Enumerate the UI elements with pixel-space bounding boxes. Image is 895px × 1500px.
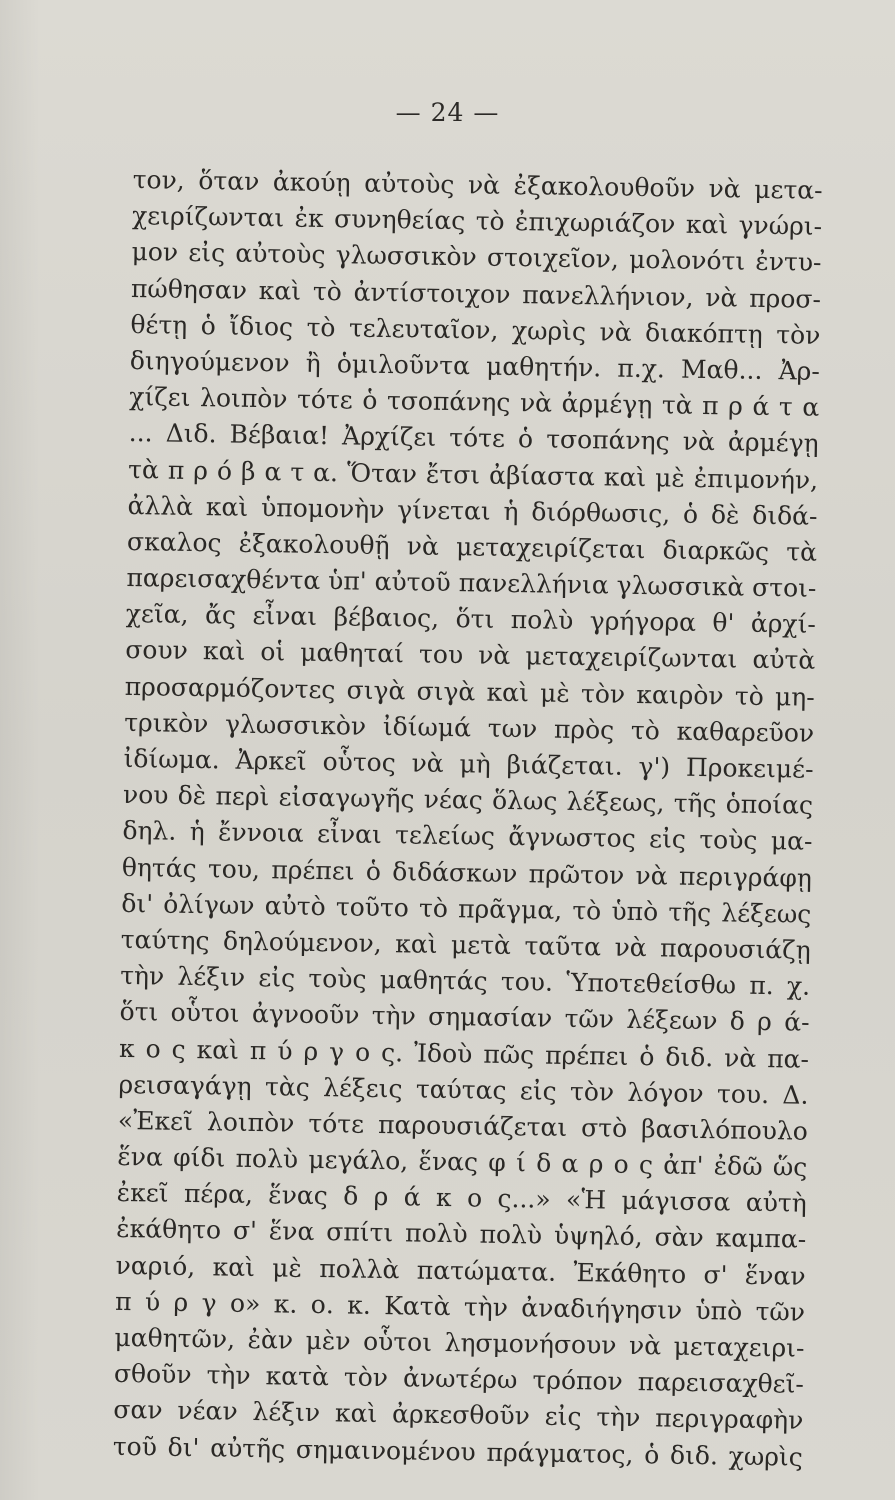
- text-line: χειρίζωνται ἐκ συνηθείας τὸ ἐπιχωριάζον καὶ γνώρι-: [131, 201, 823, 242]
- text-line: θητάς του, πρέπει ὁ διδάσκων πρῶτον νὰ περιγράφῃ: [121, 852, 813, 893]
- text-line: σαν νέαν λέξιν καὶ ἀρκεσθοῦν εἰς τὴν περιγραφὴν: [113, 1395, 804, 1436]
- text-line: θέτῃ ὁ ἴδιος τὸ τελευταῖον, χωρὶς νὰ διακόπτῃ τὸν: [130, 309, 821, 350]
- text-line: χεῖα, ἄς εἶναι βέβαιος, ὅτι πολὺ γρήγορα θ' ἀρχί-: [125, 599, 817, 640]
- text-line: σθοῦν τὴν κατὰ τὸν ἀνωτέρω τρόπον παρεισαχθεῖ-: [113, 1359, 805, 1399]
- text-line: τρικὸν γλωσσικὸν ἰδίωμά των πρὸς τὸ καθαρεῦον: [123, 707, 815, 748]
- text-line: σκαλος ἐξακολουθῇ νὰ μεταχειρίζεται διαρκῶς τὰ: [126, 526, 818, 567]
- text-line: ἰδίωμα. Ἀρκεῖ οὗτος νὰ μὴ βιάζεται. γ') Προκειμέ-: [123, 743, 814, 784]
- text-line: ... Διδ. Βέβαια! Ἀρχίζει τότε ὁ τσοπάνης νὰ ἀρμέγῃ: [128, 418, 819, 459]
- text-line: ὅτι οὗτοι ἀγνοοῦν τὴν σημασίαν τῶν λέξεων δ ρ ά-: [119, 997, 810, 1038]
- text-line: ρεισαγάγῃ τὰς λέξεις ταύτας εἰς τὸν λόγον του. Δ.: [118, 1069, 809, 1110]
- body-text: [113, 162, 823, 1475]
- text-line: πώθησαν καὶ τὸ ἀντίστοιχον πανελλήνιον, νὰ προσ-: [130, 273, 822, 314]
- text-line: ἐκεῖ πέρα, ἕνας δ ρ ά κ ο ς...» «Ἡ μάγισσα αὐτὴ: [116, 1178, 807, 1218]
- text-line: χίζει λοιπὸν τότε ὁ τσοπάνης νὰ ἀρμέγῃ τὰ π ρ ά τ α: [129, 382, 820, 422]
- page-number: — 24 —: [395, 98, 500, 127]
- text-line: παρεισαχθέντα ὑπ' αὐτοῦ πανελλήνια γλωσσικὰ στοι-: [126, 563, 817, 603]
- text-line: ἕνα φίδι πολὺ μεγάλο, ἕνας φ ί δ α ρ ο ς ἀπ' ἐδῶ ὥς: [117, 1141, 808, 1182]
- text-line: ναριό, καὶ μὲ πολλὰ πατώματα. Ἐκάθητο σ' ἕναν: [115, 1250, 806, 1291]
- text-line: τὰ π ρ ό β α τ α. Ὅταν ἔτσι ἀβίαστα καὶ μὲ ἐπιμονήν,: [127, 454, 819, 495]
- text-line: τοῦ δι' αὐτῆς σημαινομένου πράγματος, ὁ διδ. χωρὶς: [112, 1431, 803, 1472]
- text-line: ἀλλὰ καὶ ὑπομονὴν γίνεται ἡ διόρθωσις, ὁ δὲ διδά-: [127, 490, 818, 531]
- text-line: «Ἐκεῖ λοιπὸν τότε παρουσιάζεται στὸ βασιλόπουλο: [117, 1105, 809, 1146]
- text-line: δι' ὀλίγων αὐτὸ τοῦτο τὸ πρᾶγμα, τὸ ὑπὸ τῆς λέξεως: [121, 888, 812, 929]
- text-line: ταύτης δηλούμενον, καὶ μετὰ ταῦτα νὰ παρουσιάζῃ: [120, 924, 811, 965]
- text-line: μαθητῶν, ἐὰν μὲν οὗτοι λησμονήσουν νὰ μεταχειρι-: [114, 1322, 805, 1363]
- text-line: νου δὲ περὶ εἰσαγωγῆς νέας ὅλως λέξεως, τῆς ὁποίας: [122, 780, 814, 820]
- text-line: διηγούμενον ἢ ὁμιλοῦντα μαθητήν. π.χ. Μαθ... Ἀρ-: [129, 345, 821, 386]
- text-line: τὴν λέξιν εἰς τοὺς μαθητάς του. Ὑποτεθείσθω π. χ.: [119, 961, 811, 1001]
- text-line: π ύ ρ γ ο» κ. ο. κ. Κατὰ τὴν ἀναδιήγησιν ὑπὸ τῶν: [114, 1286, 806, 1327]
- text-line: σουν καὶ οἱ μαθηταί του νὰ μεταχειρίζωνται αὐτὰ: [125, 635, 816, 676]
- text-line: κ ο ς καὶ π ύ ρ γ ο ς. Ἰδοὺ πῶς πρέπει ὁ διδ. νὰ πα-: [118, 1033, 810, 1074]
- text-line: μον εἰς αὐτοὺς γλωσσικὸν στοιχεῖον, μολονότι ἐντυ-: [131, 237, 822, 278]
- text-line: δηλ. ἡ ἔννοια εἶναι τελείως ἄγνωστος εἰς τοὺς μα-: [122, 816, 813, 857]
- text-line: τον, ὅταν ἀκούῃ αὐτοὺς νὰ ἐξακολουθοῦν νὰ μετα-: [132, 164, 823, 205]
- text-line: προσαρμόζοντες σιγὰ σιγὰ καὶ μὲ τὸν καιρὸν τὸ μη-: [124, 671, 815, 712]
- text-line: ἐκάθητο σ' ἕνα σπίτι πολὺ πολὺ ὑψηλό, σὰν καμπα-: [116, 1214, 807, 1255]
